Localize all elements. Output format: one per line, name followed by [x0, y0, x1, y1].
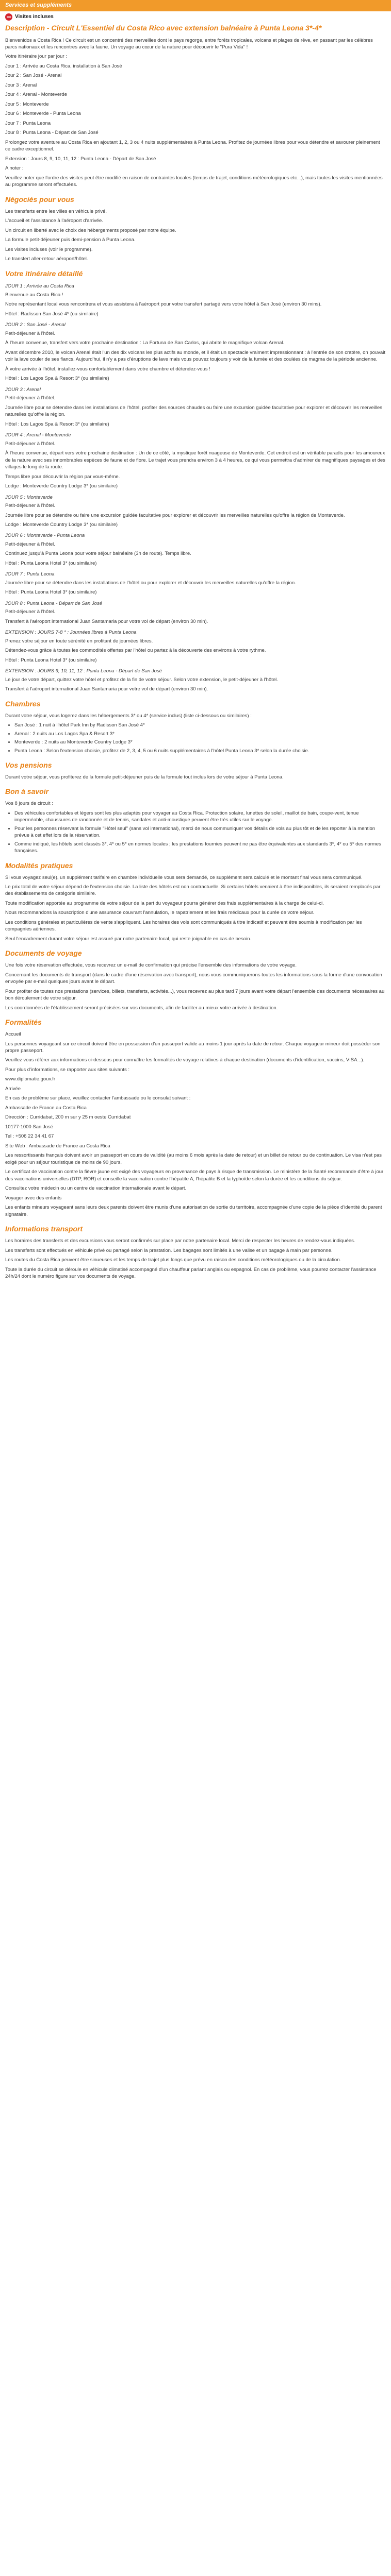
travel-documents-paragraph: Les coordonnées de l'établissement seront précisées sur vos documents, afin de faciliter au mieux votre arrivée à destination. [5, 1005, 278, 1011]
itinerary-day-paragraph: Notre représentant local vous rencontrera et vous assistera à l'aéroport pour votre transfert partagé vers votre hôtel à San José (environ 30 mins). [5, 301, 322, 308]
services-header-title: Services et suppléments [5, 2, 72, 9]
formalities-paragraphs [5, 1031, 386, 1149]
formalities-paragraph: Pour plus d'informations, se rapporter aux sites suivants : [5, 1066, 130, 1073]
itinerary-day-paragraph: Hôtel : Los Lagos Spa & Resort 3* (ou similaire) [5, 421, 109, 427]
negotiated-item: Les transferts entre les villes en véhicule privé. [5, 208, 107, 214]
itinerary-day-heading: JOUR 1 : Arrivée au Costa Rica [5, 283, 74, 290]
formalities-paragraph: Les personnes voyageant sur ce circuit doivent être en possession d'un passeport valide au moins 1 jour après la date de retour. Chaque voyageur mineur doit posséder son propre passeport. [5, 1041, 381, 1054]
meals-paragraph: Durant votre séjour, vous profiterez de la formule petit-déjeuner puis de la formule tout inclus lors de votre séjour à Punta Leona. [5, 774, 284, 780]
itinerary-day-paragraph: Détendez-vous grâce à toutes les commodités offertes par l'hôtel ou partez à la découverte des environs à votre rythme. [5, 648, 266, 654]
good-to-know-title: Bon à savoir [5, 787, 49, 796]
rooms-title: Chambres [5, 699, 41, 708]
itinerary-day-paragraph: Journée libre pour se détendre ou faire une excursion guidée facultative pour explorer et découvrir les merveilles naturelles qu'offre la région de Monteverde. [5, 512, 345, 518]
formalities-paragraph: Site Web : Ambassade de France au Costa Rica [5, 1143, 110, 1149]
travel-documents-paragraph: Une fois votre réservation effectuée, vous recevrez un e-mail de confirmation qui précise l'ensemble des informations de votre voyage. [5, 962, 297, 969]
vaccinations-paragraph: Les enfants mineurs voyageant sans leurs deux parents doivent être munis d'une autorisation de sortie du territoire, accompagnée d'une copie de la pièce d'identité du parent signataire. [5, 1205, 382, 1217]
good-to-know-item: • Pour les personnes réservant la formule "Hôtel seul" (sans vol international), merci de nous communiquer vos détails de vols au plus tôt et de les reporter à la mention prévue à cet effet lors de la réservation. [14, 825, 386, 839]
itinerary-day-paragraph: Petit-déjeuner à l'hôtel. [5, 503, 55, 509]
practical-terms-paragraph: Toute modification apportée au programme de votre séjour de la part du voyageur pourra générer des frais supplémentaires à la charge de celui-ci. [5, 900, 324, 906]
itinerary-day-paragraph: Petit-déjeuner à l'hôtel. [5, 395, 55, 401]
travel-documents-paragraph: Pour profiter de toutes nos prestations (services, billets, transferts, activités...), vous recevrez au plus tard 7 jours avant votre départ l'ensemble des documents nécessaires au bon déroulement de votre séjour. [5, 988, 385, 1002]
formalities-paragraph: Ambassade de France au Costa Rica [5, 1105, 87, 1111]
itinerary-day-paragraph: Avant décembre 2010, le volcan Arenal était l'un des dix volcans les plus actifs au monde, et il était un spectacle vraiment impressionnant : à l'entrée de son cratère, on pouvait voir la lave couler de ses flancs. Aujourd'hui, il n'y a pas d'éruptions de lave mais vous pouvez toujours y voir de la fumée et des coulées de magma de la période ancienne. [5, 349, 385, 363]
room-item: • San José : 1 nuit à l'hôtel Park Inn by Radisson San José 4* [14, 722, 386, 728]
practical-terms-paragraph: Si vous voyagez seul(e), un supplément tarifaire en chambre individuelle vous sera demandé, ce supplément sera calculé et le montant final vous sera communiqué. [5, 874, 363, 880]
itinerary-day-paragraph: À votre arrivée à l'hôtel, installez-vous confortablement dans votre chambre et détendez-vous ! [5, 366, 210, 372]
services-header-bar [0, 0, 391, 11]
meals-title: Vos pensions [5, 761, 52, 769]
formalities-paragraph: www.diplomatie.gouv.fr [5, 1076, 55, 1082]
description-content [5, 24, 386, 1283]
itinerary-day-paragraph: À l'heure convenue, transfert vers votre prochaine destination : La Fortuna de San Carlos, qui abrite le magnifique volcan Arenal. [5, 340, 284, 346]
itinerary-day-paragraph: Petit-déjeuner à l'hôtel. [5, 330, 55, 336]
transport-info-paragraph: Les horaires des transferts et des excursions vous seront confirmés sur place par notre partenaire local. Merci de respecter les heures de rendez-vous indiquées. [5, 1238, 355, 1244]
itinerary-day-paragraph: Transfert à l'aéroport international Juan Santamaria pour votre vol de départ (environ 30 min). [5, 686, 208, 692]
itinerary-day-heading: JOUR 3 : Arenal [5, 386, 41, 393]
practical-terms-paragraph: Les conditions générales et particulières de vente s'appliquent. Les horaires des vols sont communiqués à titre indicatif et peuvent être soumis à modification par les compagnies aériennes. [5, 919, 362, 933]
itinerary-day-heading: JOUR 8 : Punta Leona - Départ de San José [5, 600, 102, 606]
negotiated-title: Négociés pour vous [5, 195, 74, 204]
intro-paragraph: Jour 8 : Punta Leona - Départ de San José [5, 130, 99, 136]
itinerary-day-paragraph: Continuez jusqu'à Punta Leona pour votre séjour balnéaire (3h de route). Temps libre. [5, 551, 191, 557]
formalities-paragraph: Tel : +506 22 34 41 67 [5, 1133, 54, 1140]
itinerary-day-paragraph: Bienvenue au Costa Rica ! [5, 292, 63, 298]
itinerary-day-paragraph: À l'heure convenue, départ vers votre prochaine destination : Un de ce côté, la mystique forêt nuageuse de Monteverde. Cet endroit est un véritable paradis pour les amoureux de la nature avec ses innombrables espèces de faune et de flore. Le trajet vous prendra environ 3 à 4 heures, ce qui vous permettra d'admirer de magnifiques paysages et des villages le long de la route. [5, 450, 385, 470]
itinerary-day-paragraph: Petit-déjeuner à l'hôtel. [5, 609, 55, 615]
itinerary-day-heading: JOUR 2 : San José - Arenal [5, 322, 66, 328]
vaccinations-paragraph: Les ressortissants français doivent avoir un passeport en cours de validité (au moins 6 mois après la date de retour) et un billet de retour ou de continuation. Le visa n'est pas exigé pour un séjour touristique de moins de 90 jours. [5, 1153, 382, 1165]
negotiated-paragraphs [5, 208, 386, 263]
good-to-know-list [14, 810, 386, 855]
negotiated-item: Un circuit en liberté avec le choix des hébergements proposé par notre équipe. [5, 227, 176, 233]
transport-info-title: Informations transport [5, 1225, 83, 1233]
good-to-know-item: • Des véhicules confortables et légers sont les plus adaptés pour voyager au Costa Rica. Protection solaire, lunettes de soleil, maillot de bain, coupe-vent, tenue imperméable, chaussures de randonnée et de tennis, sandales et anti-moustique peuvent être très utiles sur le voyage. [14, 810, 386, 824]
itinerary-day-paragraph: Journée libre pour se détendre dans les installations de l'hôtel, profiter des sources chaudes ou faire une excursion guidée facultative pour explorer et découvrir les merveilles naturelles qu'offre la région. [5, 404, 383, 418]
intro-paragraph: Extension : Jours 8, 9, 10, 11, 12 : Punta Leona - Départ de San José [5, 156, 156, 162]
formalities-paragraph: Veuillez vous référer aux informations ci-dessous pour connaître les formalités de voyage relatives à chaque destination (documents d'identification, vaccins, VISA...). [5, 1057, 365, 1063]
itinerary-day-paragraph: Le jour de votre départ, quittez votre hôtel et profitez de la fin de votre séjour. Selon votre extension, le petit-déjeuner à l'hôtel. [5, 676, 278, 683]
intro-paragraph: Jour 6 : Monteverde - Punta Leona [5, 111, 81, 117]
meals-paragraphs [5, 774, 386, 781]
visits-included-row [5, 13, 54, 21]
intro-paragraph: Votre itinéraire jour par jour : [5, 54, 67, 60]
itinerary-day-paragraph: Hôtel : Punta Leona Hotel 3* (ou similaire) [5, 657, 97, 663]
itinerary-day-heading: JOUR 7 : Punta Leona [5, 571, 55, 578]
formalities-paragraph: En cas de problème sur place, veuillez contacter l'ambassade ou le consulat suivant : [5, 1095, 191, 1101]
itinerary-day-paragraph: Journée libre pour se détendre dans les installations de l'hôtel ou pour explorer et découvrir les merveilles naturelles qu'offre la région. [5, 580, 296, 586]
travel-documents-paragraphs [5, 962, 386, 1011]
transport-info-paragraph: Les routes du Costa Rica peuvent être sinueuses et les temps de trajet plus longs que prévu en raison des conditions météorologiques ou de la circulation. [5, 1257, 341, 1263]
intro-paragraph: Jour 5 : Monteverde [5, 101, 49, 107]
good-to-know-intro: Vos 8 jours de circuit : [5, 801, 53, 807]
itinerary-day-paragraph: Petit-déjeuner à l'hôtel. [5, 440, 55, 447]
rooms-intro: Durant votre séjour, vous logerez dans les hébergements 3* ou 4* (service inclus) (liste ci-dessous ou similaires) : [5, 713, 252, 719]
itinerary-title: Votre itinéraire détaillé [5, 269, 83, 278]
practical-terms-paragraphs [5, 874, 386, 943]
visits-included-icon [5, 13, 12, 21]
itinerary-day-heading: JOUR 5 : Monteverde [5, 494, 53, 500]
itinerary-day-heading: EXTENSION : JOURS 7-8 * : Journées libres à Punta Leona [5, 630, 137, 636]
vaccinations-paragraph: Le certificat de vaccination contre la fièvre jaune est exigé des voyageurs en provenance de pays à risque de transmission. Le ministère de la Santé recommande d'être à jour des vaccinations universelles (DTP, ROR) et conseille la vaccination contre l'hépatite A, l'hépatite B et la typhoïde selon la durée et les conditions du séjour. [5, 1169, 384, 1182]
description-title: Description - Circuit L'Essentiel du Costa Rico avec extension balnéaire à Punta Leona 3*-4* [5, 24, 322, 32]
room-item: • Arenal : 2 nuits au Los Lagos Spa & Resort 3* [14, 731, 386, 737]
itinerary-day-paragraph: Hôtel : Los Lagos Spa & Resort 3* (ou similaire) [5, 376, 109, 382]
itinerary-day-heading: EXTENSION : JOURS 9, 10, 11, 12 : Punta Leona - Départ de San José [5, 668, 162, 674]
visits-included-label: Visites incluses [15, 14, 54, 20]
practical-terms-paragraph: Le prix total de votre séjour dépend de l'extension choisie. La liste des hôtels est non contractuelle. Si certains hôtels venaient à être indisponibles, ils seraient remplacés par des établissements de catégorie similaire. [5, 884, 381, 897]
itinerary-days [5, 283, 386, 692]
room-item: • Monteverde : 2 nuits au Monteverde Country Lodge 3* [14, 739, 386, 745]
negotiated-item: Les visites incluses (voir le programme). [5, 246, 93, 252]
transport-info-paragraph: Les transferts sont effectués en véhicule privé ou partagé selon la prestation. Les bagages sont limités à une valise et un bagage à main par personne. [5, 1247, 333, 1253]
itinerary-day-paragraph: Lodge : Monteverde Country Lodge 3* (ou similaire) [5, 521, 118, 528]
transport-info-paragraph: Toute la durée du circuit se déroule en véhicule climatisé accompagné d'un chauffeur parlant anglais ou espagnol. En cas de problème, vous pourrez contacter l'assistance 24h/24 dont le numéro figure sur vos documents de voyage. [5, 1266, 377, 1280]
formalities-title: Formalités [5, 1018, 42, 1027]
practical-terms-paragraph: Seul l'encadrement durant votre séjour est assuré par notre partenaire local, qui reste joignable en cas de besoin. [5, 936, 252, 942]
intro-paragraphs [5, 37, 386, 189]
transport-info-paragraphs [5, 1238, 386, 1280]
intro-paragraph: Jour 1 : Arrivée au Costa Rica, installation à San José [5, 63, 122, 69]
room-item: • Punta Leona : Selon l'extension choisie, profitez de 2, 3, 4, 5 ou 6 nuits supplémentaires à l'hôtel Punta Leona 3* selon la durée choisie. [14, 748, 386, 754]
intro-paragraph: Veuillez noter que l'ordre des visites peut être modifié en raison de contraintes locales (temps de trajet, conditions météorologiques etc...), mais toutes les visites mentionnées au programme seront effectuées. [5, 175, 383, 188]
negotiated-item: La formule petit-déjeuner puis demi-pension à Punta Leona. [5, 237, 136, 243]
negotiated-item: Le transfert aller-retour aéroport/hôtel. [5, 256, 88, 262]
formalities-paragraph: Arrivée [5, 1086, 21, 1092]
formalities-paragraph: Dirección : Curridabat, 200 m sur y 25 m oeste Curridabat [5, 1114, 131, 1121]
itinerary-day-paragraph: Hôtel : Punta Leona Hotel 3* (ou similaire) [5, 589, 97, 596]
negotiated-item: L'accueil et l'assistance à l'aéroport d'arrivée. [5, 218, 103, 224]
itinerary-day-heading: JOUR 4 : Arenal - Monteverde [5, 432, 71, 438]
intro-paragraph: Jour 4 : Arenal - Monteverde [5, 92, 67, 98]
vaccinations-paragraph: Voyager avec des enfants [5, 1195, 62, 1201]
itinerary-day-paragraph: Lodge : Monteverde Country Lodge 3* (ou similaire) [5, 483, 118, 489]
practical-terms-paragraph: Nous recommandons la souscription d'une assurance couvrant l'annulation, le rapatriement et les frais médicaux pour la durée de votre séjour. [5, 910, 315, 916]
intro-paragraph: Prolongez votre aventure au Costa Rica en ajoutant 1, 2, 3 ou 4 nuits supplémentaires à Punta Leona. Profitez de journées libres pour vous détendre et savourer pleinement ce cadre exceptionnel. [5, 139, 380, 152]
practical-terms-title: Modalités pratiques [5, 861, 73, 870]
good-to-know-item: • Comme indiqué, les hôtels sont classés 3*, 4* ou 5* en normes locales ; les prestations fournies peuvent ne pas être équivalentes aux standards 3*, 4* ou 5* des normes françaises. [14, 841, 386, 855]
itinerary-day-paragraph: Hôtel : Punta Leona Hotel 3* (ou similaire) [5, 560, 97, 566]
itinerary-day-paragraph: Petit-déjeuner à l'hôtel. [5, 541, 55, 547]
itinerary-day-paragraph: Transfert à l'aéroport international Juan Santamaria pour votre vol de départ (environ 30 min). [5, 618, 208, 624]
intro-paragraph: A noter : [5, 165, 24, 172]
intro-paragraph: Jour 2 : San José - Arenal [5, 73, 62, 79]
vaccinations-paragraphs [5, 1152, 386, 1218]
intro-paragraph: Jour 3 : Arenal [5, 82, 37, 88]
travel-documents-paragraph: Concernant les documents de transport (dans le cadre d'une réservation avec transport), nous vous communiquerons toutes les informations sous la forme d'une convocation envoyée par e-mail quelques jours avant le départ. [5, 972, 382, 985]
itinerary-day-paragraph: Hôtel : Radisson San José 4* (ou similaire) [5, 311, 99, 317]
itinerary-day-heading: JOUR 6 : Monteverde - Punta Leona [5, 533, 85, 539]
formalities-paragraph: Accueil [5, 1031, 21, 1038]
rooms-list [14, 722, 386, 754]
intro-paragraph: Jour 7 : Punta Leona [5, 120, 51, 126]
formalities-paragraph: 10177-1000 San José [5, 1124, 53, 1130]
vaccinations-paragraph: Consultez votre médecin ou un centre de vaccination internationale avant le départ. [5, 1185, 187, 1192]
travel-documents-title: Documents de voyage [5, 949, 82, 958]
itinerary-day-paragraph: Prenez votre séjour en toute sérénité en profitant de journées libres. [5, 638, 153, 644]
itinerary-day-paragraph: Temps libre pour découvrir la région par vous-même. [5, 473, 120, 480]
intro-paragraph: Bienvenidos a Costa Rica ! Ce circuit est un concentré des merveilles dont le pays regorge, entre forêts tropicales, volcans et plages de rêve, en passant par les célèbres parcs nationaux et les rencontres avec la faune. Un voyage au cœur de la nature pour découvrir le "Pura Vida" ! [5, 37, 373, 50]
